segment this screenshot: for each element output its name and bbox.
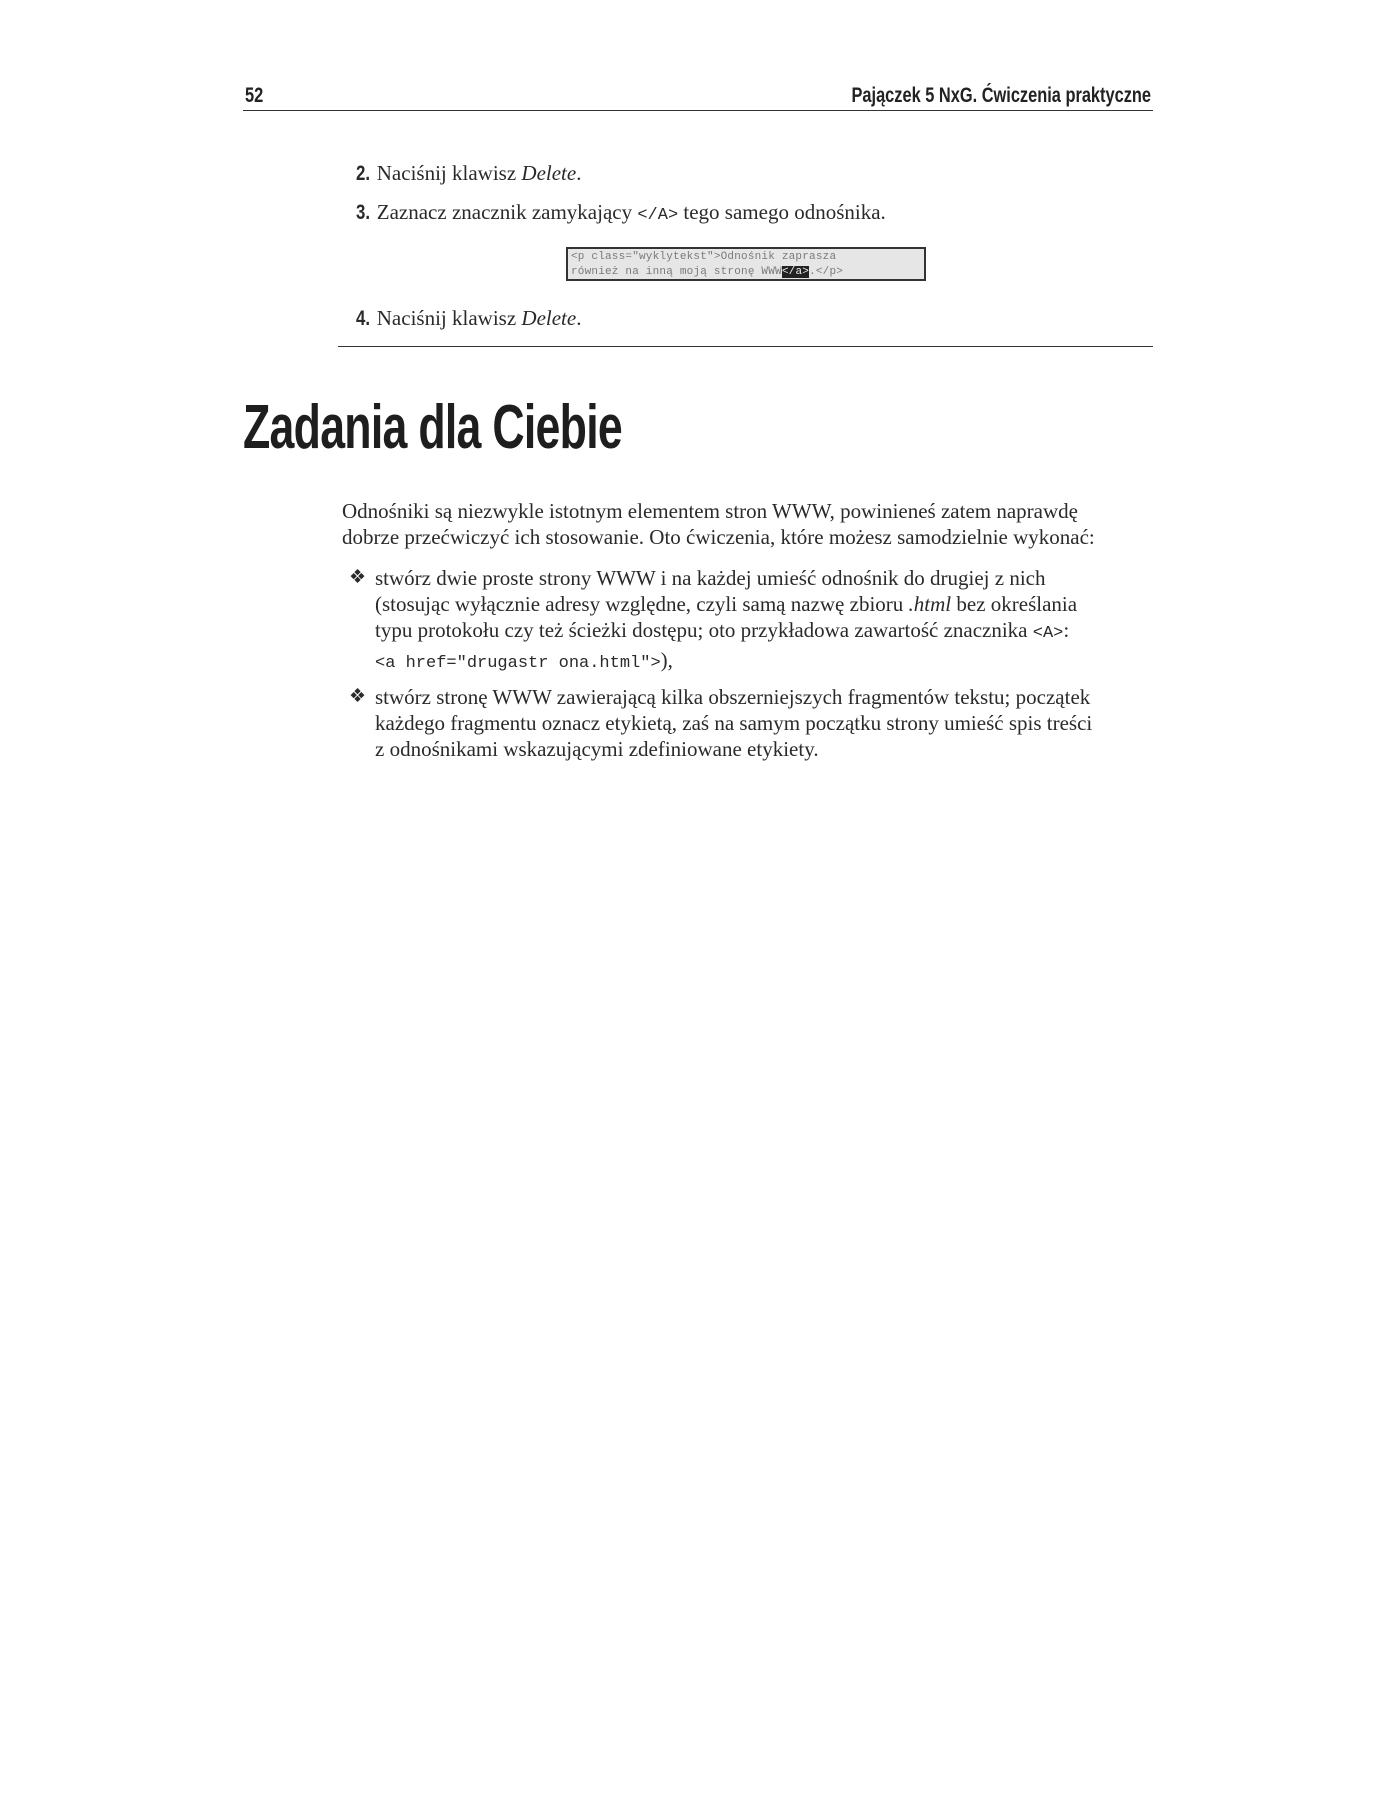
bullet-text: bez określania [951,592,1078,616]
step-text: Naciśnij klawisz [376,306,522,330]
bullet-line: każdego fragmentu oznacz etykietą, zaś na samym początku strony umieść spis treści [375,711,1093,735]
step-2 [356,161,581,186]
section-divider [338,346,1153,347]
tag-code: </A> [637,206,679,225]
bullet-line: stwórz dwie proste strony WWW i na każdej umieść odnośnik do drugiej z nich [375,566,1046,590]
intro-line-2: dobrze przećwiczyć ich stosowanie. Oto ćwiczenia, które możesz samodzielnie wykonać: [342,525,1095,549]
code-line-2-end: .</p> [809,266,844,278]
code-line-2 [571,265,921,280]
intro-line-1: Odnośniki są niezwykle istotnym elementem stron WWW, powinieneś zatem naprawdę [342,499,1078,523]
step-number: 2. [356,162,371,185]
page-number: 52 [245,84,264,107]
code-line-1: <p class="wyklytekst">Odnośnik zaprasza [571,251,837,263]
bullet-text: ), [660,648,673,672]
tag-code: <A> [1032,624,1064,643]
section-title: Zadania dla Ciebie [243,393,623,462]
key-name: Delete [521,306,577,330]
code-example: <a href="drugastr ona.html"> [375,654,661,673]
key-name: Delete [521,161,577,185]
step-number: 3. [356,201,371,224]
step-4 [356,306,581,331]
code-screenshot [566,247,926,281]
bullet-line: z odnośnikami wskazującymi zdefiniowane etykiety. [375,737,819,761]
bullet-text: (stosując wyłącznie adresy względne, czyli samą nazwę zbioru [375,592,909,616]
step-text-end: . [576,161,582,185]
step-3 [356,200,886,225]
diamond-bullet-icon: ❖ [349,567,367,588]
selected-closing-tag: </a> [781,266,810,278]
bullet-text: typu protokołu czy też ścieżki dostępu; oto przykładowa zawartość znacznika [375,618,1033,642]
bullet-line [375,617,1165,647]
bullet-line: stwórz stronę WWW zawierającą kilka obszerniejszych fragmentów tekstu; początek [375,685,1091,709]
bullet-body [375,684,1165,762]
step-text: Zaznacz znacznik zamykający [376,200,638,224]
book-title: Pajączek 5 NxG. Ćwiczenia praktyczne [851,84,1151,107]
file-extension: .html [908,592,952,616]
bullet-body [375,565,1165,677]
code-line-2-text: również na inną moją stronę WWW [571,266,782,278]
step-text-end: . [576,306,582,330]
intro-paragraph [342,498,1162,550]
page-header [243,84,1153,111]
diamond-bullet-icon: ❖ [349,686,367,707]
bullet-line [375,591,1165,617]
bullet-text: : [1063,618,1070,642]
step-text-end: tego samego odnośnika. [678,200,886,224]
step-text: Naciśnij klawisz [376,161,522,185]
bullet-line [375,647,1165,677]
step-number: 4. [356,307,371,330]
